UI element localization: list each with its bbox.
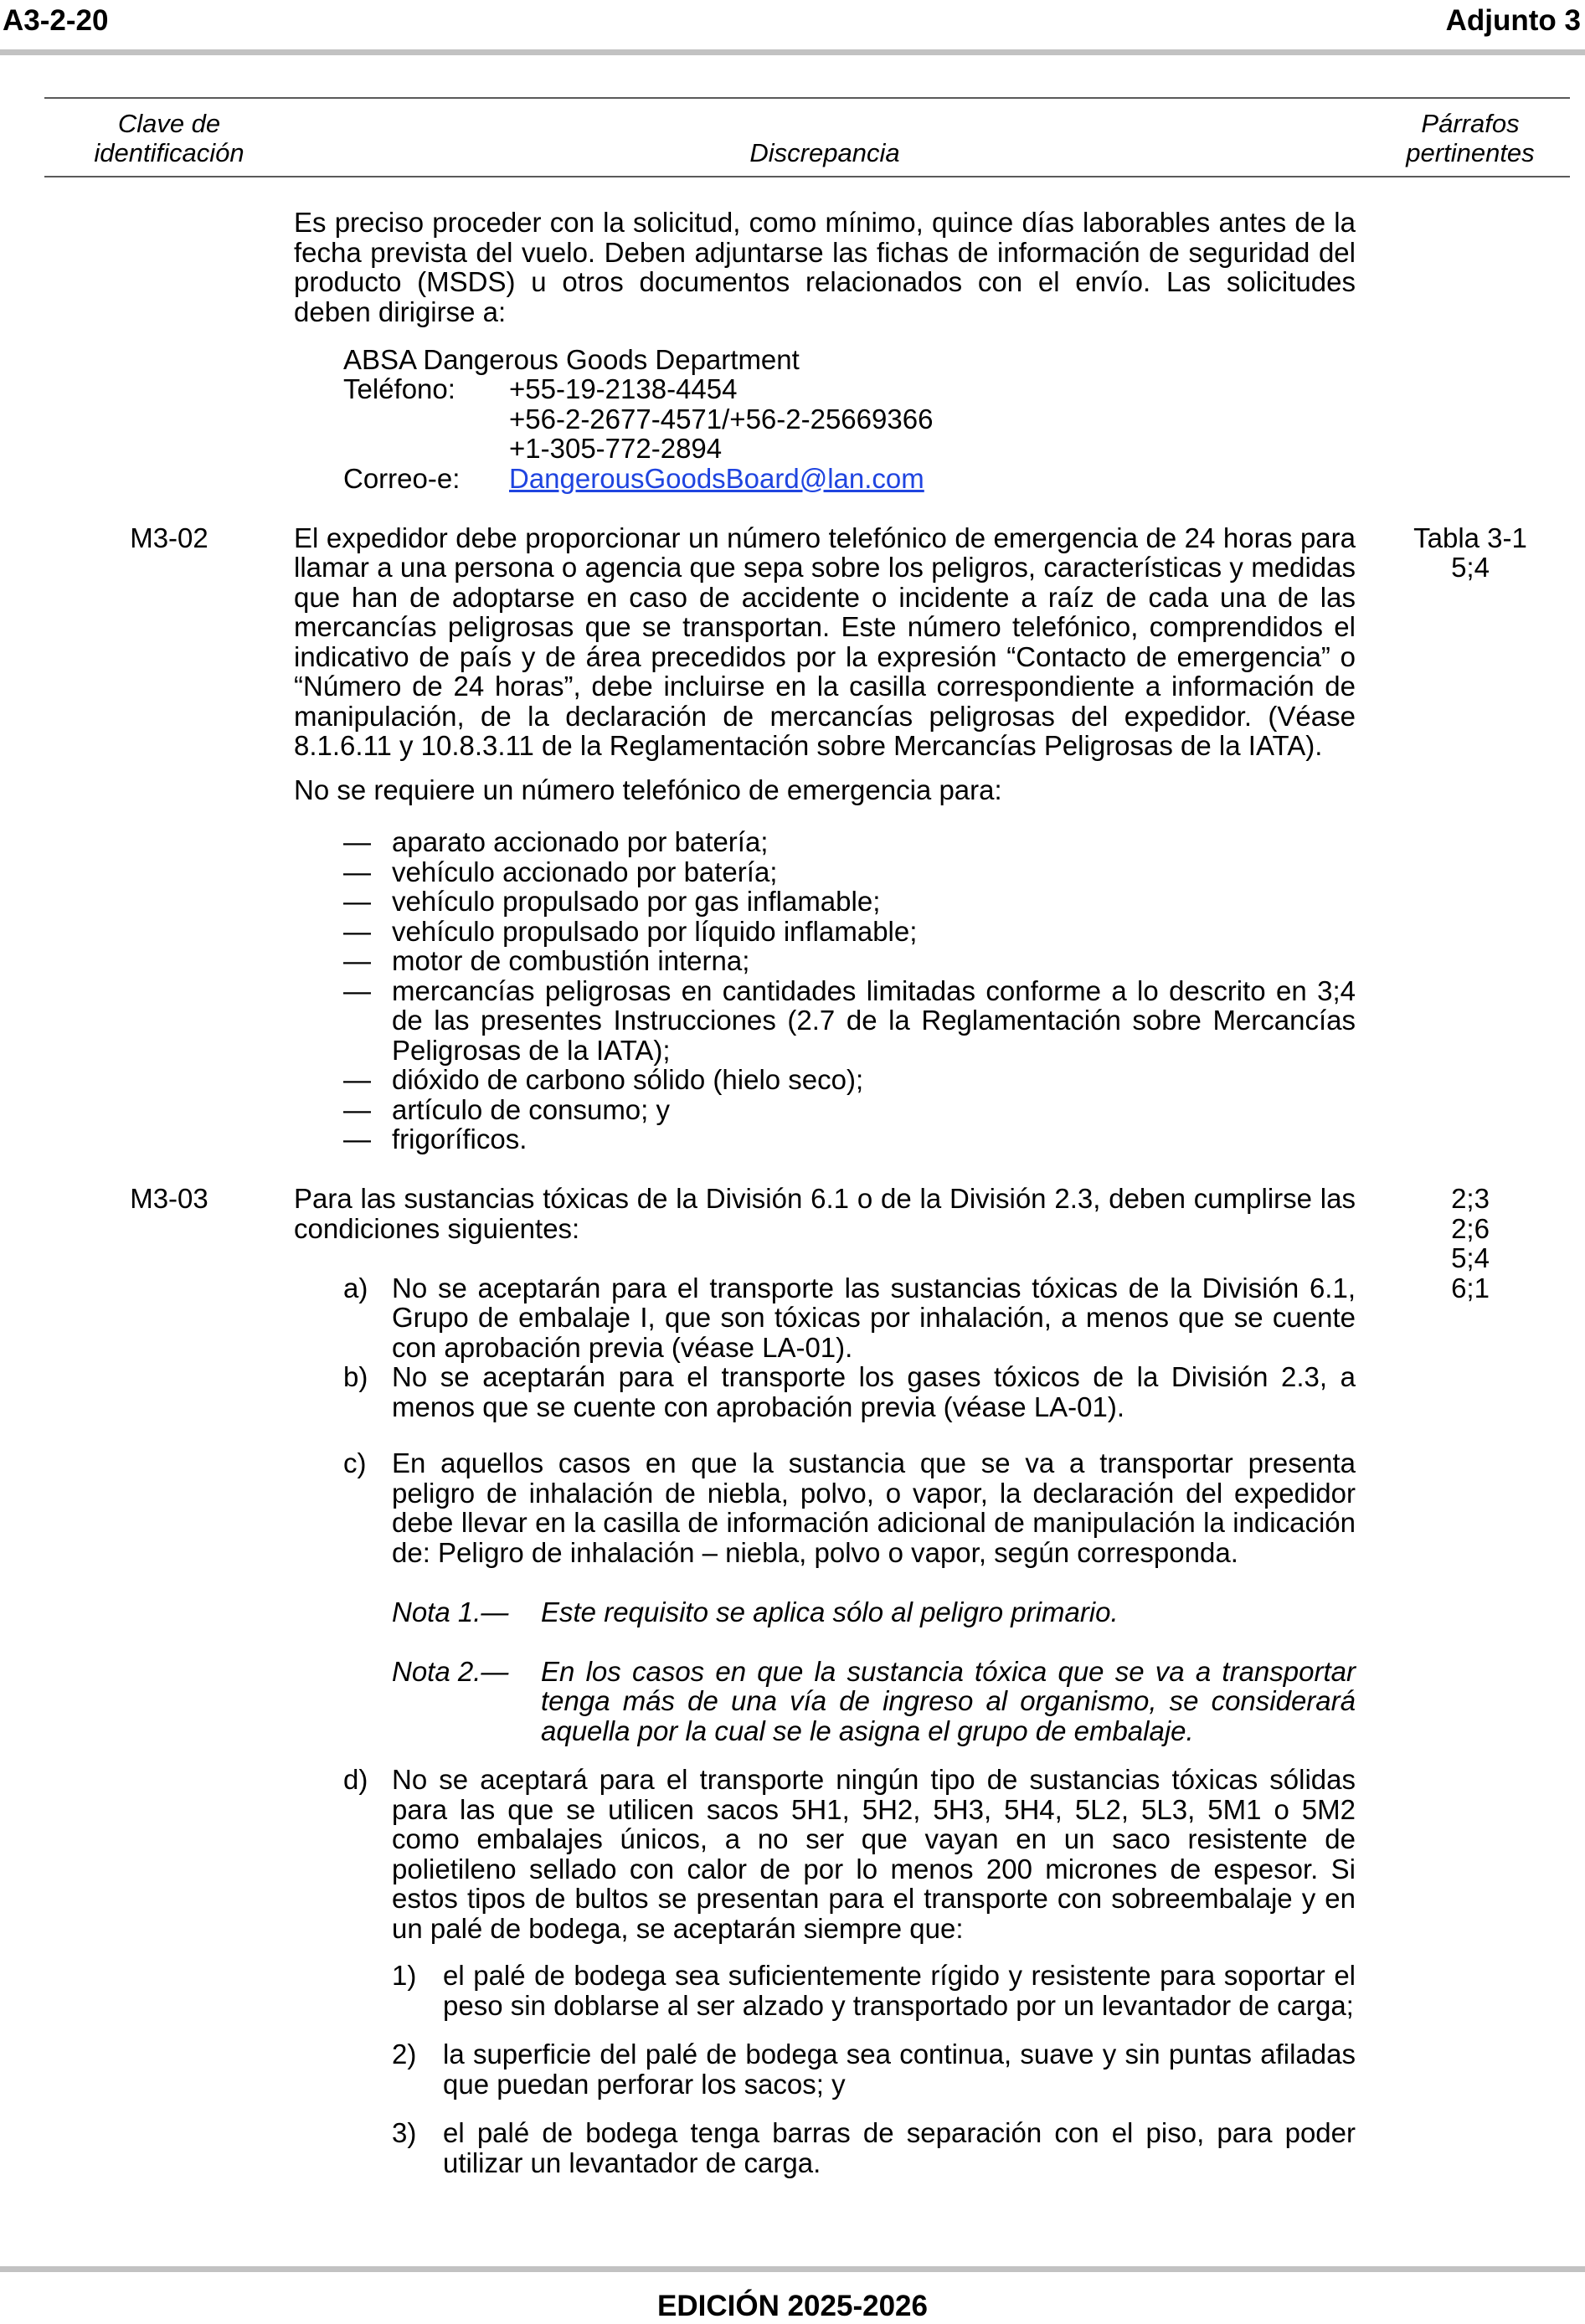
condition-item <box>294 1273 1356 1363</box>
requirement-text: la superficie del palé de bodega sea continua, suave y sin puntas afiladas que puedan perforar los sacos; y <box>443 2039 1356 2100</box>
entry-text: El expedidor debe proporcionar un número telefónico de emergencia de 24 horas para llamar a una persona o agencia que sepa sobre los peligros, características y medidas que han de adoptarse en caso de accidente o incidente a raíz de cada una de las mercancías peligrosas que se transportan. Este número telefónico, comprendidos el indicativo de país y de área precedidos por la expresión “Contacto de emergencia” o “Número de 24 horas”, debe incluirse en la casilla correspondiente a información de manipulación, de la declaración de mercancías peligrosas del expedidor. (Véase 8.1.6.11 y 10.8.3.11 de la Reglamentación sobre Mercancías Peligrosas de la IATA). <box>294 522 1356 761</box>
entry-row <box>44 208 1570 493</box>
requirement-text: el palé de bodega tenga barras de separación con el piso, para poder utilizar un levantador de carga. <box>443 2117 1356 2178</box>
col-header-id <box>44 109 294 168</box>
condition-marker: a) <box>343 1272 368 1303</box>
exemption-text: vehículo propulsado por líquido inflamable; <box>392 915 918 947</box>
table-header <box>44 97 1570 177</box>
dash-marker: — <box>343 826 371 857</box>
note <box>294 1657 1356 1746</box>
col-header-id-line: Clave de <box>117 108 221 138</box>
entry-discrepancy <box>294 1184 1356 2177</box>
exemption-text: frigoríficos. <box>392 1123 527 1154</box>
exemption-item <box>294 1095 1356 1125</box>
condition-text: No se aceptarán para el transporte las sustancias tóxicas de la División 6.1, Grupo de embalaje I, que son tóxicas por inhalación, a menos que se cuente con aprobación previa (véase LA-01). <box>392 1272 1356 1363</box>
condition-item <box>294 1362 1356 1422</box>
header-rule <box>0 49 1585 55</box>
requirement-marker: 3) <box>392 2117 417 2148</box>
entry-row <box>44 1184 1570 2177</box>
ref-item: 5;4 <box>1451 552 1490 583</box>
condition-text: No se aceptarán para el transporte los gases tóxicos de la División 2.3, a menos que se cuente con aprobación previa (véase LA-01). <box>392 1361 1356 1422</box>
exemption-text: motor de combustión interna; <box>392 945 750 976</box>
note-label: Nota 2.— <box>392 1655 509 1687</box>
exemptions-list <box>294 827 1356 1154</box>
note-text: Este requisito se aplica sólo al peligro primario. <box>541 1596 1119 1627</box>
contact-organization: ABSA Dangerous Goods Department <box>343 343 800 375</box>
phone-number: +55-19-2138-4454 <box>509 373 738 404</box>
phone-label: Teléfono: <box>343 373 455 404</box>
condition-item <box>294 1765 1356 1943</box>
phone-number: +1-305-772-2894 <box>509 433 723 464</box>
requirement-text: el palé de bodega sea suficientemente rígido y resistente para soportar el peso sin doblarse al ser alzado y transportado por un levantador de carga; <box>443 1960 1356 2021</box>
col-header-refs-line: pertinentes <box>1406 138 1535 167</box>
condition-marker: b) <box>343 1361 368 1392</box>
exemption-item <box>294 946 1356 976</box>
col-header-id-line: identificación <box>94 138 244 167</box>
requirement-marker: 2) <box>392 2039 417 2069</box>
entry-discrepancy <box>294 523 1356 1154</box>
entry-text: Para las sustancias tóxicas de la División 6.1 o de la División 2.3, deben cumplirse las condiciones siguientes: <box>294 1183 1356 1244</box>
footer-rule <box>0 2266 1585 2272</box>
condition-item <box>294 1448 1356 1567</box>
condition-marker: d) <box>343 1764 368 1795</box>
ref-item: Tabla 3-1 <box>1413 522 1527 553</box>
exemptions-intro: No se requiere un número telefónico de emergencia para: <box>294 774 1002 805</box>
exemption-text: artículo de consumo; y <box>392 1093 670 1125</box>
col-header-discrepancy: Discrepancia <box>749 138 900 167</box>
exemption-item <box>294 887 1356 917</box>
ref-item: 2;3 <box>1451 1183 1490 1214</box>
exemption-text: aparato accionado por batería; <box>392 826 769 857</box>
entry-text: Es preciso proceder con la solicitud, como mínimo, quince días laborables antes de la fecha prevista del vuelo. Deben adjuntarse las fichas de información de seguridad del producto (MSDS) u otros documentos relacionados con el envío. Las solicitudes deben dirigirse a: <box>294 207 1356 327</box>
dash-marker: — <box>343 915 371 947</box>
requirement-item <box>294 2039 1356 2099</box>
dash-marker: — <box>343 856 371 887</box>
ref-item: 5;4 <box>1451 1242 1490 1273</box>
exemption-text: vehículo accionado por batería; <box>392 856 778 887</box>
exemption-item <box>294 1124 1356 1154</box>
condition-marker: c) <box>343 1447 367 1478</box>
entry-discrepancy <box>294 208 1356 493</box>
requirement-marker: 1) <box>392 1960 417 1991</box>
note-text: En los casos en que la sustancia tóxica que se va a transportar tenga más de una vía de ingreso al organismo, se considerará aquella por la cual se le asigna el grupo de embalaje. <box>541 1655 1356 1746</box>
edition-label: EDICIÓN 2025-2026 <box>657 2290 928 2322</box>
dash-marker: — <box>343 886 371 917</box>
note-label: Nota 1.— <box>392 1596 509 1627</box>
exemption-text: dióxido de carbono sólido (hielo seco); <box>392 1064 864 1095</box>
note <box>294 1597 1356 1627</box>
requirement-item <box>294 2118 1356 2177</box>
col-header-refs <box>1356 109 1570 168</box>
dash-marker: — <box>343 1093 371 1125</box>
condition-text: No se aceptará para el transporte ningún tipo de sustancias tóxicas sólidas para las que se utilicen sacos 5H1, 5H2, 5H3, 5H4, 5L2, 5L3, 5M1 o 5M2 como embalajes únicos, a no ser que vayan en un saco resistente de polietileno sellado con calor de por lo menos 200 micrones de espesor. Si estos tipos de bultos se presentan para el transporte con sobreembalaje y en un palé de bodega, se aceptarán siempre que: <box>392 1764 1356 1944</box>
dash-marker: — <box>343 945 371 976</box>
entry-id: M3-03 <box>130 1183 208 1214</box>
phone-number: +56-2-2677-4571/+56-2-25669366 <box>509 403 934 434</box>
col-header-refs-line: Párrafos <box>1421 108 1520 138</box>
email-label: Correo-e: <box>343 462 461 494</box>
page-number: A3-2-20 <box>3 4 109 37</box>
dash-marker: — <box>343 1123 371 1154</box>
ref-item: 2;6 <box>1451 1212 1490 1244</box>
exemption-item <box>294 1065 1356 1095</box>
table-body <box>44 208 1570 2177</box>
conditions-list <box>294 1273 1356 1568</box>
entry-id: M3-02 <box>130 522 208 553</box>
entry-refs <box>1356 208 1570 493</box>
email-link[interactable]: DangerousGoodsBoard@lan.com <box>509 462 924 494</box>
exemption-item <box>294 917 1356 947</box>
condition-text: En aquellos casos en que la sustancia que se va a transportar presenta peligro de inhalación de niebla, polvo, o vapor, la declaración del expedidor debe llevar en la casilla de información adicional de manipulación la indicación de: Peligro de inhalación – niebla, polvo o vapor, según corresponda. <box>392 1447 1356 1568</box>
entry-row <box>44 523 1570 1154</box>
ref-item: 6;1 <box>1451 1272 1490 1303</box>
exemption-item <box>294 827 1356 857</box>
attachment-label: Adjunto 3 <box>1445 4 1581 37</box>
requirement-item <box>294 1961 1356 2020</box>
dash-marker: — <box>343 1064 371 1095</box>
exemption-item <box>294 857 1356 887</box>
contact-block <box>294 345 1356 494</box>
dash-marker: — <box>343 974 371 1006</box>
exemption-text: vehículo propulsado por gas inflamable; <box>392 886 881 917</box>
entry-refs <box>1356 523 1570 1154</box>
entry-id <box>44 208 294 493</box>
exemption-text: mercancías peligrosas en cantidades limitadas conforme a lo descrito en 3;4 de las presentes Instrucciones (2.7 de la Reglamentación sobre Mercancías Peligrosas de la IATA); <box>392 974 1356 1066</box>
entry-refs <box>1356 1184 1570 2177</box>
exemption-item <box>294 976 1356 1066</box>
